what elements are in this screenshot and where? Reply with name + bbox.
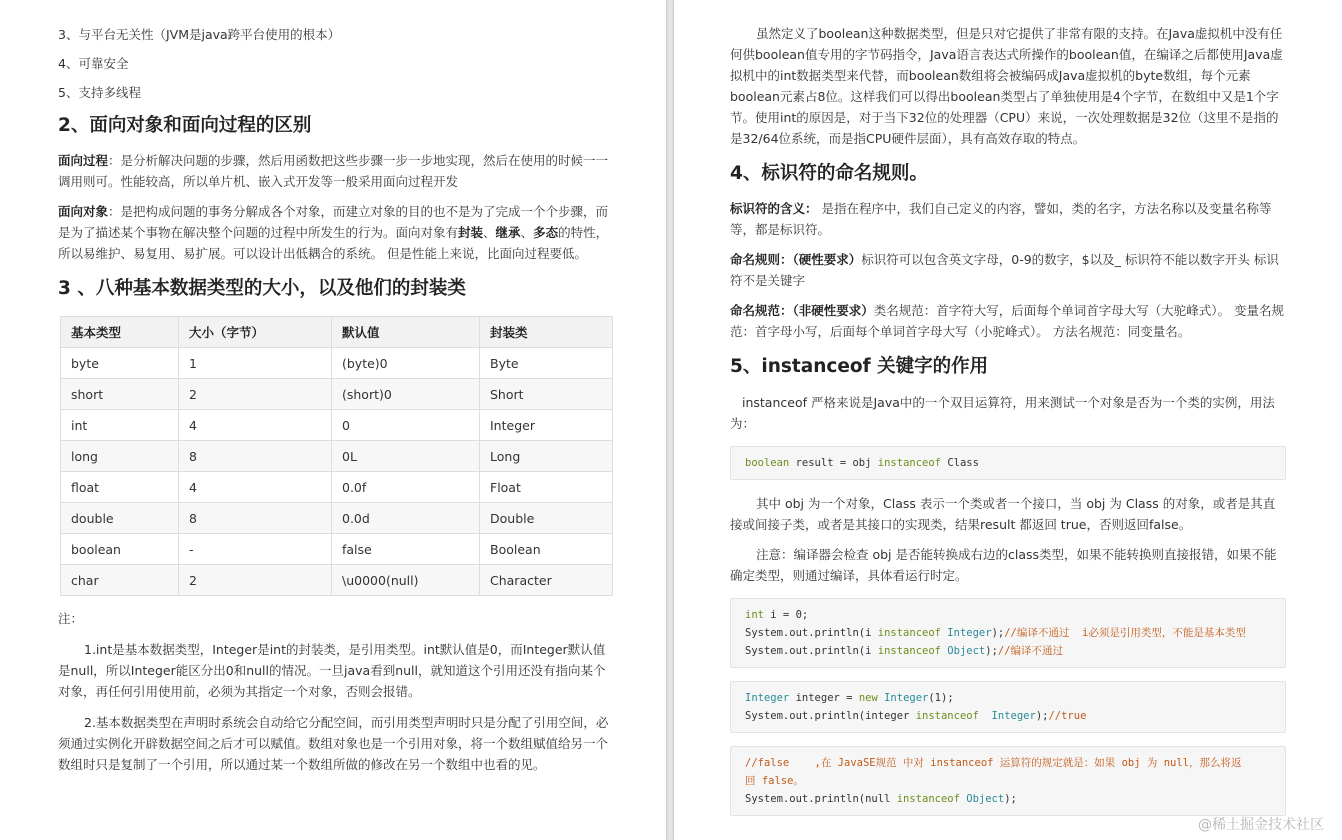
code-line: [745, 642, 1271, 660]
table-row: [61, 534, 613, 565]
table-cell: 0.0f: [332, 472, 480, 503]
table-cell: byte: [61, 348, 179, 379]
code-token: integer =: [789, 692, 859, 704]
code-line: [745, 790, 1271, 808]
code-block-integer: [730, 681, 1286, 733]
table-cell: 0: [332, 410, 480, 441]
code-token: Integer: [745, 692, 790, 704]
code-token: int: [745, 609, 764, 621]
object-oriented-text: ：是把构成问题的事务分解成各个对象，而建立对象的目的也不是为了完成一个个步骤，而是为了描述某个事物在解决整个问题的过程中所发生的行为。面向对象有: [58, 204, 609, 240]
code-token: );: [985, 645, 998, 657]
table-cell: 1: [179, 348, 332, 379]
section-heading-oop: 2、面向对象和面向过程的区别: [58, 115, 312, 136]
naming-conventions-text: 类名规范：首字符大写，后面每个单词首字母大写（大驼峰式）。 变量名规范：首字母小写，后面每个单词首字母大写（小驼峰式）。 方法名规范：同变量名。: [730, 303, 1284, 339]
section-heading-instanceof: 5、instanceof 关键字的作用: [730, 356, 989, 377]
table-cell: double: [61, 503, 179, 534]
code-comment: //true: [1048, 710, 1087, 722]
column-header: 大小（字节）: [179, 317, 332, 348]
code-token: Integer: [877, 692, 929, 704]
left-page: [0, 0, 666, 840]
code-token: );: [1035, 710, 1049, 722]
code-token: (1);: [928, 692, 954, 704]
code-token: System.out.println(i: [745, 645, 878, 657]
table-cell: Integer: [480, 410, 613, 441]
table-cell: 2: [179, 565, 332, 596]
table-cell: Short: [480, 379, 613, 410]
table-cell: float: [61, 472, 179, 503]
code-token: System.out.println(null: [745, 793, 897, 805]
naming-rules-text: 标识符可以包含英文字母，0-9的数字，$以及_ 标识符不能以数字开头 标识符不是关键字: [730, 252, 1279, 288]
right-page: [674, 0, 1342, 840]
column-header: 封装类: [480, 317, 613, 348]
procedural-paragraph: [58, 150, 610, 192]
table-cell: Long: [480, 441, 613, 472]
table-body: [61, 348, 613, 596]
code-token: System.out.println(i: [745, 627, 878, 639]
separator: 、: [520, 225, 534, 240]
section-heading-primitive-types: 3 、八种基本数据类型的大小，以及他们的封装类: [58, 278, 466, 299]
object-oriented-text-end: 的特性，所以易维护、易复用、易扩展。可以设计出低耦合的系统。 但是性能上来说，比面向过程要低。: [58, 225, 609, 261]
table-cell: long: [61, 441, 179, 472]
identifier-definition: [730, 198, 1286, 240]
table-cell: -: [179, 534, 332, 565]
table-cell: 2: [179, 379, 332, 410]
keyword-polymorphism: 多态: [533, 225, 559, 240]
table-cell: 8: [179, 503, 332, 534]
code-line: [745, 624, 1271, 642]
code-block-usage: [730, 446, 1286, 480]
list-item: 4、可靠安全: [58, 56, 129, 71]
boolean-paragraph: 虽然定义了boolean这种数据类型，但是只对它提供了非常有限的支持。在Java虚拟机中没有任何供boolean值专用的字节码指令，Java语言表达式所操作的boolean值，在编译之后都使用Java虚拟机中的int数据类型来代替，而boolean数组将会被编码成Java虚拟机的byte数组，每个元素boolean元素占8位。这样我们可以得出boolean类型占了单独使用是4个字节，在数组中又是1个字节。使用int的原因是，对于当下32位的处理器（CPU）来说，一次处理数据是32位（这里不是指的是32/64位系统，而是指CPU硬件层面），具有高效存取的特点。: [730, 26, 1283, 146]
identifier-definition-label: 标识符的含义：: [730, 201, 818, 216]
table-cell: (byte)0: [332, 348, 480, 379]
code-comment: //编译不通过 i必须是引用类型，不能是基本类型: [1004, 627, 1246, 639]
procedural-text: ：是分析解决问题的步骤，然后用函数把这些步骤一步一步地实现，然后在使用的时候一一调用则可。性能较高，所以单片机、嵌入式开发等一般采用面向过程开发: [58, 153, 609, 189]
table-row: [61, 565, 613, 596]
list-item: 3、与平台无关性（JVM是java跨平台使用的根本）: [58, 27, 341, 42]
table-cell: Double: [480, 503, 613, 534]
code-token: Class: [941, 457, 979, 469]
code-comment: 回 false。: [745, 775, 804, 787]
procedural-label: 面向过程: [58, 153, 109, 168]
instanceof-compile-note: 注意：编译器会检查 obj 是否能转换成右边的class类型，如果不能转换则直接报错，如果不能确定类型，则通过编译，具体看运行时定。: [730, 547, 1277, 583]
table-cell: 4: [179, 410, 332, 441]
code-comment: //编译不通过: [997, 645, 1064, 657]
code-token: Object: [940, 645, 986, 657]
table-row: [61, 472, 613, 503]
table-cell: 4: [179, 472, 332, 503]
code-token: instanceof: [877, 457, 941, 469]
code-line: [745, 707, 1271, 725]
code-token: result = obj: [789, 457, 878, 469]
table-cell: 0.0d: [332, 503, 480, 534]
code-token: );: [1004, 793, 1017, 805]
instanceof-explanation: 其中 obj 为一个对象，Class 表示一个类或者一个接口，当 obj 为 Class 的对象，或者是其直接或间接子类，或者是其接口的实现类，结果result 都返回 true，否则返回false。: [730, 496, 1276, 532]
table-header-row: [61, 317, 613, 348]
table-cell: int: [61, 410, 179, 441]
table-cell: short: [61, 379, 179, 410]
table-cell: false: [332, 534, 480, 565]
table-cell: 8: [179, 441, 332, 472]
object-oriented-paragraph: [58, 201, 610, 264]
instanceof-intro: instanceof 严格来说是Java中的一个双目运算符，用来测试一个对象是否为一个类的实例，用法为：: [730, 395, 1275, 431]
code-token: instanceof: [915, 710, 979, 722]
code-token: Integer: [940, 627, 992, 639]
table-cell: Float: [480, 472, 613, 503]
code-token: Object: [959, 793, 1005, 805]
code-line: [745, 606, 1271, 624]
watermark: @稀土掘金技术社区: [1198, 817, 1324, 833]
keyword-encapsulation: 封装: [458, 225, 484, 240]
separator: 、: [483, 225, 496, 240]
table-cell: boolean: [61, 534, 179, 565]
table-row: [61, 441, 613, 472]
table-cell: (short)0: [332, 379, 480, 410]
code-block-null: [730, 746, 1286, 816]
list-item: 5、支持多线程: [58, 85, 141, 100]
identifier-definition-text: 是指在程序中，我们自己定义的内容，譬如，类的名字，方法名称以及变量名称等等，都是标识符。: [730, 201, 1272, 237]
table-row: [61, 348, 613, 379]
code-token: boolean: [745, 457, 790, 469]
code-token: instanceof: [896, 793, 960, 805]
code-token: instanceof: [877, 645, 941, 657]
table-cell: \u0000(null): [332, 565, 480, 596]
table-cell: Byte: [480, 348, 613, 379]
naming-conventions-label: 命名规范：（非硬性要求）: [730, 303, 874, 318]
object-oriented-label: 面向对象: [58, 204, 109, 219]
section-heading-identifiers: 4、标识符的命名规则。: [730, 163, 928, 184]
note-paragraph-1: 1.int是基本数据类型，Integer是int的封装类，是引用类型。int默认值是0，而Integer默认值是null，所以Integer能区分出0和null的情况。一旦java看到null，就知道这个引用还没有指向某个对象，再任何引用使用前，必须为其指定一个对象，否则会报错。: [58, 642, 606, 699]
code-token: System.out.println(integer: [745, 710, 916, 722]
keyword-inheritance: 继承: [495, 225, 521, 240]
table-row: [61, 410, 613, 441]
table-row: [61, 379, 613, 410]
primitive-types-table: [60, 316, 613, 596]
column-header: 默认值: [332, 317, 480, 348]
note-label: 注：: [58, 611, 84, 626]
code-comment: //false ,在 JavaSE规范 中对 instanceof 运算符的规定就是：如果 obj 为 null，那么将返: [745, 757, 1242, 769]
code-line: [745, 689, 1271, 707]
naming-conventions: [730, 300, 1286, 342]
table-cell: Character: [480, 565, 613, 596]
naming-rules-label: 命名规则：（硬性要求）: [730, 252, 862, 267]
table-row: [61, 503, 613, 534]
code-token: instanceof: [877, 627, 941, 639]
code-token: i = 0;: [763, 609, 809, 621]
code-token: );: [991, 627, 1005, 639]
note-paragraph-2: 2.基本数据类型在声明时系统会自动给它分配空间，而引用类型声明时只是分配了引用空间，必须通过实例化开辟数据空间之后才可以赋值。数组对象也是一个引用对象，将一个数组赋值给另一个数组时只是复制了一个引用，所以通过某一个数组所做的修改在另一个数组中也看的见。: [58, 715, 609, 772]
code-token: Integer: [978, 710, 1036, 722]
table-cell: 0L: [332, 441, 480, 472]
table-cell: Boolean: [480, 534, 613, 565]
table-cell: char: [61, 565, 179, 596]
column-header: 基本类型: [61, 317, 179, 348]
code-block-compile-errors: [730, 598, 1286, 668]
naming-rules: [730, 249, 1286, 291]
code-token: new: [858, 692, 878, 704]
